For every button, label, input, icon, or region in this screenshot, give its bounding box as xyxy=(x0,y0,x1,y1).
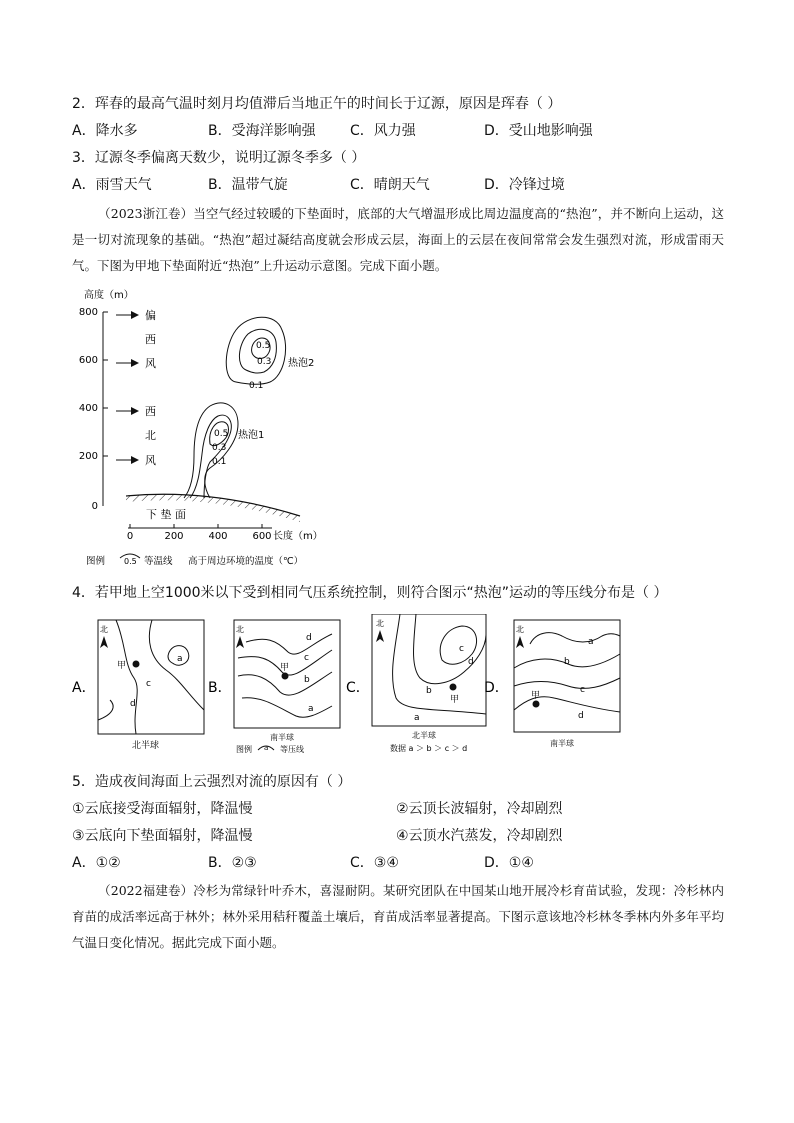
y-tick: 400 xyxy=(78,403,98,414)
question-3-stem: 3．辽源冬季偏离天数少，说明辽源冬季多（ ） xyxy=(72,150,366,166)
isotherm-label: 0.5 xyxy=(214,429,229,439)
jia-point: 甲 xyxy=(450,695,460,705)
north-label: 北 xyxy=(516,625,524,634)
bubble-2-label: 热泡2 xyxy=(288,358,315,369)
isobar-letter: b xyxy=(304,675,310,685)
x-tick: 400 xyxy=(208,531,228,542)
isobar-letter: c xyxy=(146,679,151,689)
passage-2023-zhejiang xyxy=(72,201,724,279)
panel-letter-a: A． xyxy=(72,680,96,696)
isotherm-label: 0.3 xyxy=(257,357,272,367)
isobar-options-diagram xyxy=(70,614,670,764)
jia-point: 甲 xyxy=(117,661,127,671)
isotherm-label: 0.1 xyxy=(249,381,264,391)
q5-option-a: A．①② xyxy=(72,855,121,871)
q3-option-a: A．雨雪天气 xyxy=(72,177,152,193)
legend-prefix: 图例 xyxy=(86,556,106,567)
surface-label: 下 垫 面 xyxy=(146,508,186,521)
x-tick: 0 xyxy=(126,531,134,542)
data-c: 数据 a ＞ b ＞ c ＞ d xyxy=(390,744,468,753)
thermal-bubble-diagram xyxy=(70,284,350,570)
wind-lower-3: 风 xyxy=(145,454,156,467)
x-tick: 600 xyxy=(252,531,272,542)
statement-3: ③云底向下垫面辐射，降温慢 xyxy=(72,828,253,844)
q2-option-d: D．受山地影响强 xyxy=(484,123,593,139)
north-label: 北 xyxy=(376,619,384,628)
panel-c xyxy=(346,614,486,753)
isobar-letter: b xyxy=(426,686,432,696)
bubble-1-label: 热泡1 xyxy=(238,430,265,441)
north-arrow-icon xyxy=(516,636,524,648)
q2-option-a: A．降水多 xyxy=(72,123,138,139)
x-tick: 200 xyxy=(164,531,184,542)
passage-1-text: （2023浙江卷）当空气经过较暖的下垫面时，底部的大气增温形成比周边温度高的“热泡”，并不断向上运动，这是一切对流现象的基础。“热泡”超过凝结高度就会形成云层，海面上的云层在夜间常常会发生强烈对流，形成雷雨天气。下图为甲地下垫面附近“热泡”上升运动示意图。完成下面小题。 xyxy=(72,206,724,273)
panel-d xyxy=(484,620,620,748)
x-axis-label: 长度（m） xyxy=(273,531,323,542)
legend-b-item: 等压线 xyxy=(280,745,304,754)
panel-letter-c: C． xyxy=(346,680,370,696)
jia-point: 甲 xyxy=(280,663,290,673)
north-arrow-icon xyxy=(376,630,384,642)
isobar-letter: a xyxy=(588,637,594,647)
legend-note: 高于周边环境的温度（℃） xyxy=(188,556,304,567)
q2-option-c: C．风力强 xyxy=(350,123,416,139)
y-tick: 800 xyxy=(78,307,98,318)
wind-upper-2: 西 xyxy=(145,333,156,346)
legend-b-sample: a xyxy=(264,744,269,752)
q3-option-d: D．冷锋过境 xyxy=(484,177,565,193)
caption-a: 北半球 xyxy=(132,741,160,751)
isobar-letter: a xyxy=(414,713,420,723)
q3-option-c: C．晴朗天气 xyxy=(350,177,430,193)
isobar-letter: a xyxy=(308,704,314,714)
isotherm-label: 0.5 xyxy=(256,341,271,351)
legend-item: 等温线 xyxy=(144,556,173,567)
panel-letter-d: D． xyxy=(484,680,509,696)
isobar-letter: d xyxy=(578,711,584,721)
x-ticks xyxy=(127,524,272,542)
isobar-letter: d xyxy=(468,657,474,667)
wind-lower-2: 北 xyxy=(145,429,156,442)
north-arrow-icon xyxy=(100,636,108,648)
question-4-stem: 4．若甲地上空1000米以下受到相同气压系统控制，则符合图示“热泡”运动的等压线分布是（ ） xyxy=(72,585,668,601)
statement-4: ④云顶水汽蒸发，冷却剧烈 xyxy=(396,828,563,844)
caption-c: 北半球 xyxy=(412,731,436,740)
isotherm-label: 0.1 xyxy=(212,457,227,467)
isotherm-label: 0.3 xyxy=(212,443,227,453)
statement-2: ②云顶长波辐射，冷却剧烈 xyxy=(396,801,563,817)
legend-sample: 0.5 xyxy=(124,557,137,566)
caption-d: 南半球 xyxy=(550,739,574,748)
wind-upper-3: 风 xyxy=(145,357,156,370)
wind-lower-1: 西 xyxy=(145,405,156,418)
panel-b xyxy=(208,620,340,754)
caption-b: 南半球 xyxy=(270,733,294,742)
north-label: 北 xyxy=(100,625,108,634)
y-tick: 0 xyxy=(91,501,98,512)
q5-option-b: B．②③ xyxy=(208,855,257,871)
legend-b-prefix: 图例 xyxy=(236,745,252,754)
q2-option-b: B．受海洋影响强 xyxy=(208,123,316,139)
question-5-stem: 5．造成夜间海面上云强烈对流的原因有（ ） xyxy=(72,774,352,790)
isobar-letter: c xyxy=(459,644,464,654)
y-tick: 200 xyxy=(78,451,98,462)
y-ticks xyxy=(79,307,108,512)
q3-option-b: B．温带气旋 xyxy=(208,177,288,193)
panel-a xyxy=(72,620,204,751)
wind-upper-1: 偏 xyxy=(145,309,156,322)
isobar-letter: b xyxy=(564,657,570,667)
jia-point: 甲 xyxy=(531,691,541,701)
isobar-letter: d xyxy=(130,699,136,709)
q5-option-c: C．③④ xyxy=(350,855,399,871)
passage-2-text: （2022福建卷）冷杉为常绿针叶乔木，喜湿耐阴。某研究团队在中国某山地开展冷杉育苗试验，发现：冷杉林内育苗的成活率远高于林外；林外采用秸秆覆盖土壤后，育苗成活率显著提高。下图示意该地冷杉林冬季林内外多年平均气温日变化情况。据此完成下面小题。 xyxy=(72,883,724,950)
panel-letter-b: B． xyxy=(208,680,232,696)
north-label: 北 xyxy=(236,625,244,634)
isobar-letter: c xyxy=(304,653,309,663)
passage-2022-fujian xyxy=(72,878,724,956)
isobar-letter: c xyxy=(580,685,585,695)
question-2-stem: 2．珲春的最高气温时刻月均值滞后当地正午的时间长于辽源，原因是珲春（ ） xyxy=(72,96,562,112)
q5-option-d: D．①④ xyxy=(484,855,534,871)
wind-arrows xyxy=(116,315,138,460)
y-axis-label: 高度（m） xyxy=(84,290,134,301)
y-tick: 600 xyxy=(78,355,98,366)
thermal-bubble-1 xyxy=(184,403,238,498)
isobar-letter: a xyxy=(177,654,183,664)
isobar-letter: d xyxy=(306,633,312,643)
north-arrow-icon xyxy=(236,636,244,648)
statement-1: ①云底接受海面辐射，降温慢 xyxy=(72,801,253,817)
